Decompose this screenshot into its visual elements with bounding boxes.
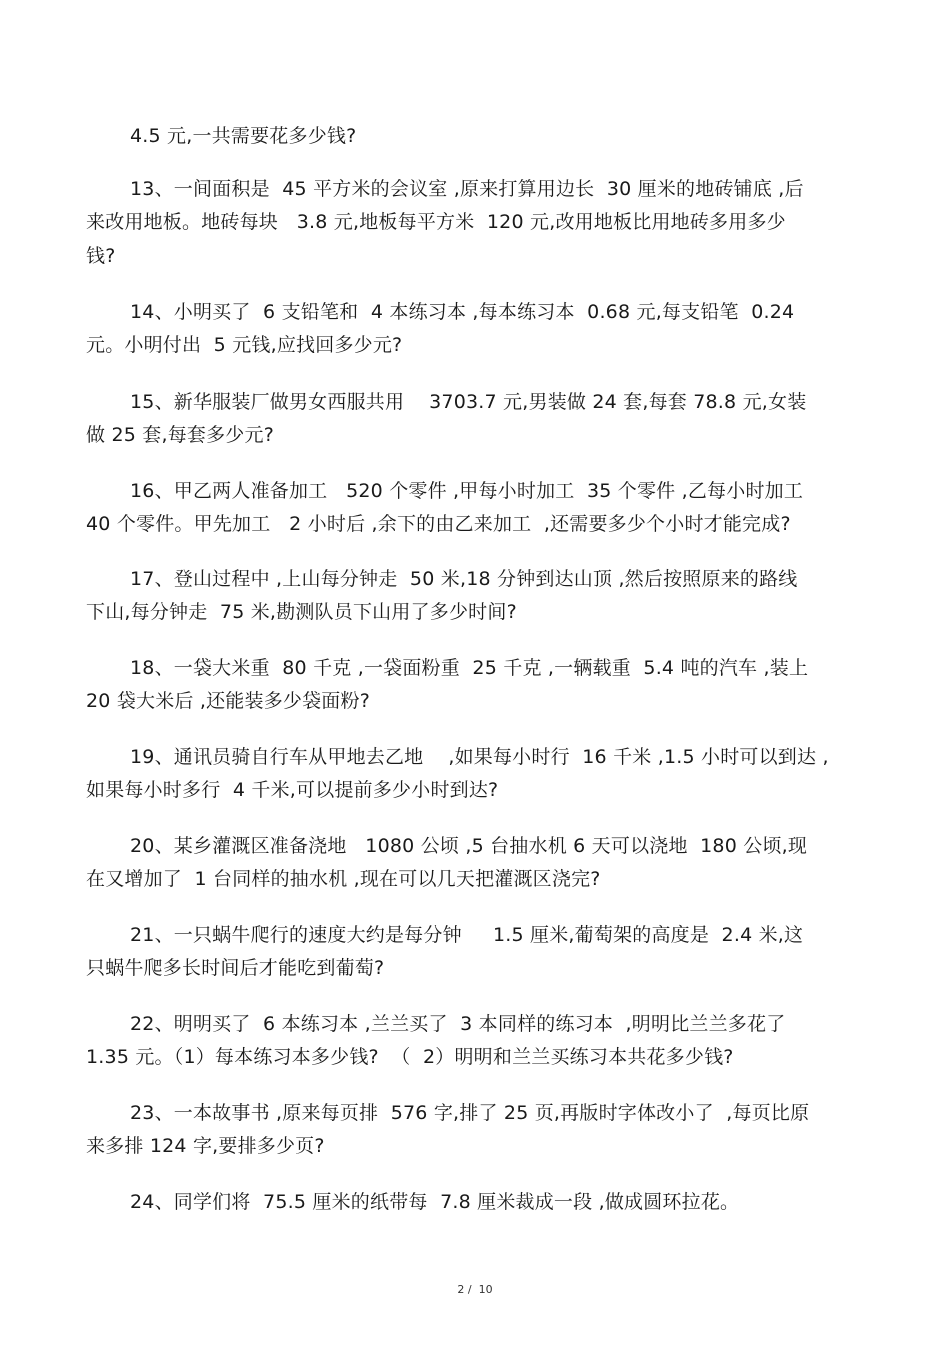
question-20-line-2: 在又增加了 1 台同样的抽水机 ,现在可以几天把灌溉区浇完? — [86, 868, 601, 890]
question-16-line-1: 16、甲乙两人准备加工 520 个零件 ,甲每小时加工 35 个零件 ,乙每小时加工 — [130, 480, 804, 502]
question-22-line-1: 22、明明买了 6 本练习本 ,兰兰买了 3 本同样的练习本 ,明明比兰兰多花了 — [130, 1013, 786, 1035]
question-22-line-2: 1.35 元。（1）每本练习本多少钱? （ 2）明明和兰兰买练习本共花多少钱? — [86, 1046, 734, 1068]
question-15-line-1: 15、新华服装厂做男女西服共用 3703.7 元,男装做 24 套,每套 78.8 元,女装 — [130, 391, 807, 413]
page-indicator: 2 / 10 — [457, 1283, 493, 1296]
question-20-line-1: 20、某乡灌溉区准备浇地 1080 公顷 ,5 台抽水机 6 天可以浇地 180 公顷,现 — [130, 835, 808, 857]
question-13-line-1: 13、一间面积是 45 平方米的会议室 ,原来打算用边长 30 厘米的地砖铺底 ,后 — [130, 178, 804, 200]
question-13-line-2: 来改用地板。地砖每块 3.8 元,地板每平方米 120 元,改用地板比用地砖多用多少 — [86, 211, 786, 233]
question-15-line-2: 做 25 套,每套多少元? — [86, 424, 274, 446]
question-18-line-1: 18、一袋大米重 80 千克 ,一袋面粉重 25 千克 ,一辆载重 5.4 吨的汽车 ,装上 — [130, 657, 809, 679]
question-19-line-2: 如果每小时多行 4 千米,可以提前多少小时到达? — [86, 779, 499, 801]
question-17-line-2: 下山,每分钟走 75 米,勘测队员下山用了多少时间? — [86, 601, 517, 623]
question-23-line-2: 来多排 124 字,要排多少页? — [86, 1135, 325, 1157]
question-14-line-1: 14、小明买了 6 支铅笔和 4 本练习本 ,每本练习本 0.68 元,每支铅笔 0.24 — [130, 301, 795, 323]
text-line: 4.5 元,一共需要花多少钱? — [130, 125, 357, 147]
question-17-line-1: 17、登山过程中 ,上山每分钟走 50 米,18 分钟到达山顶 ,然后按照原来的路线 — [130, 568, 798, 590]
question-24-line-1: 24、同学们将 75.5 厘米的纸带每 7.8 厘米裁成一段 ,做成圆环拉花。 — [130, 1191, 740, 1213]
question-19-line-1: 19、通讯员骑自行车从甲地去乙地 ,如果每小时行 16 千米 ,1.5 小时可以到达 , — [130, 746, 829, 768]
question-23-line-1: 23、一本故事书 ,原来每页排 576 字,排了 25 页,再版时字体改小了 ,每页比原 — [130, 1102, 810, 1124]
question-21-line-1: 21、一只蜗牛爬行的速度大约是每分钟 1.5 厘米,葡萄架的高度是 2.4 米,这 — [130, 924, 804, 946]
question-14-line-2: 元。小明付出 5 元钱,应找回多少元? — [86, 334, 403, 356]
question-21-line-2: 只蜗牛爬多长时间后才能吃到葡萄? — [86, 957, 385, 979]
question-16-line-2: 40 个零件。甲先加工 2 小时后 ,余下的由乙来加工 ,还需要多少个小时才能完成? — [86, 513, 791, 535]
question-18-line-2: 20 袋大米后 ,还能装多少袋面粉? — [86, 690, 370, 712]
question-13-line-3: 钱? — [86, 245, 116, 267]
